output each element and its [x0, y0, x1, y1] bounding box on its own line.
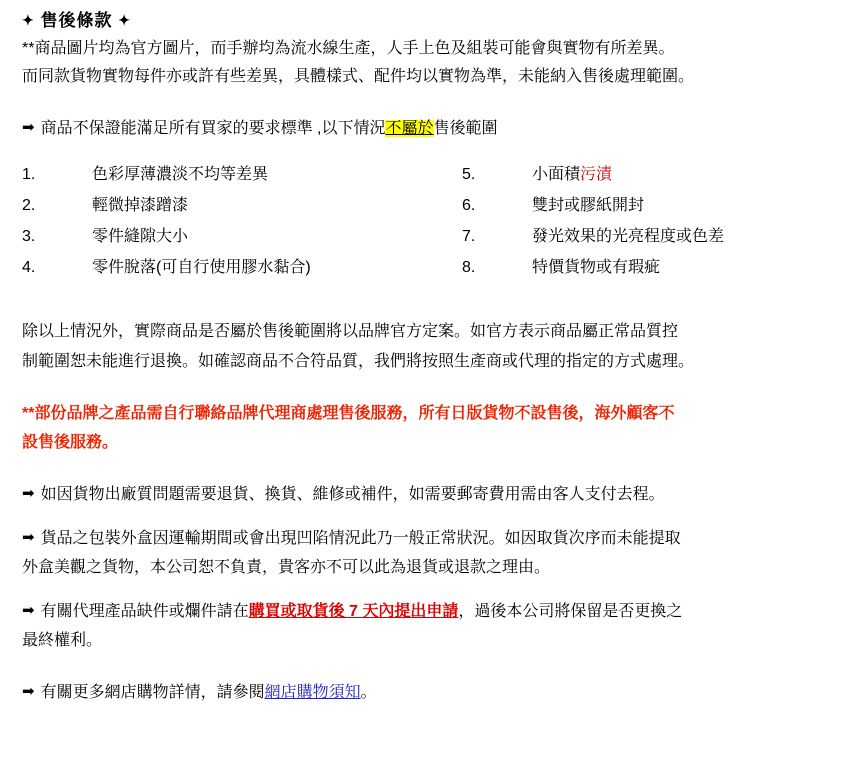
list-item-number: 7.: [462, 228, 476, 245]
diamond-icon-left: ✦: [22, 12, 35, 28]
bullet-shipping-fee-text: 如因貨物出廠質問題需要退貨、換貨、維修或補件，如需要郵寄費用需由客人支付去程。: [40, 486, 665, 503]
list-item: [462, 252, 842, 283]
intro-line-2: 而同款貨物實物每件亦或許有些差異，具體樣式、配件均以實物為準，未能納入售後處理範圍。: [22, 68, 695, 85]
list-item-number: 2.: [22, 197, 36, 214]
list-item: [22, 159, 462, 190]
arrow-icon: ➡: [22, 602, 35, 619]
bullet-shipping-fee: [22, 479, 846, 509]
list-item-label: 發光效果的光亮程度或色差: [532, 228, 725, 245]
page-title-text: 售後條款: [40, 11, 113, 30]
document-page: [0, 6, 864, 779]
spacer: [0, 509, 864, 523]
bullet-packaging-line-1: 貨品之包裝外盒因運輸期間或會出現凹陷情況此乃一般正常狀況。如因取貨次序而未能提取: [40, 530, 681, 547]
diamond-icon-right: ✦: [118, 12, 131, 28]
exclusion-lists: [22, 159, 864, 283]
intro-line-1: **商品圖片均為官方圖片，而手辦均為流水線生產，人手上色及組裝可能會與實物有所差異。: [22, 40, 675, 57]
page-title: [22, 6, 864, 31]
agency-claim-pre: 有關代理產品缺件或爛件請在: [40, 603, 249, 620]
statement-line-1: 除以上情況外，實際商品是否屬於售後範圍將以品牌官方定案。如官方表示商品屬正常品質控: [22, 323, 679, 340]
red-notice-line-1: **部份品牌之產品需自行聯絡品牌代理商處理售後服務，所有日版貨物不設售後，海外顧客不: [22, 405, 675, 422]
spacer: [0, 283, 864, 317]
exclusion-list-left: [22, 159, 462, 283]
agency-claim-line-2: 最終權利。: [22, 632, 103, 649]
bullet-packaging: [22, 523, 846, 582]
list-item-label: 零件脫落(可自行使用膠水黏合): [92, 259, 311, 276]
scope-notice: [22, 113, 846, 143]
spacer: [0, 377, 864, 399]
list-item-label: 色彩厚薄濃淡不均等差異: [92, 166, 269, 183]
scope-notice-after: 售後範圍: [433, 120, 498, 137]
list-item-label: [532, 159, 612, 190]
arrow-icon: ➡: [22, 529, 35, 546]
spacer: [0, 582, 864, 596]
list-item-number: 5.: [462, 166, 476, 183]
scope-notice-highlight: 不屬於: [385, 120, 434, 137]
more-info-pre: 有關更多網店購物詳情，請參閱: [40, 684, 265, 701]
spacer: [0, 457, 864, 479]
bullet-agency-claim: [22, 596, 846, 655]
list-item-label-red: 污漬: [580, 166, 613, 183]
spacer: [0, 91, 864, 113]
list-item-number: 8.: [462, 259, 476, 276]
list-item: [22, 190, 462, 221]
agency-claim-post: ，過後本公司將保留是否更換之: [458, 603, 683, 620]
shopping-guide-link[interactable]: 網店購物須知: [264, 684, 361, 701]
arrow-icon: ➡: [22, 683, 35, 700]
list-item: [22, 252, 462, 283]
statement-paragraph: [22, 317, 842, 377]
list-item-label: 雙封或膠紙開封: [532, 197, 645, 214]
list-item-number: 3.: [22, 228, 36, 245]
list-item: [462, 190, 842, 221]
list-item-label-pre: 小面積: [532, 166, 581, 183]
exclusion-list-right: [462, 159, 842, 283]
agency-claim-emphasis: 購買或取貨後 7 天內提出申請: [248, 603, 459, 620]
arrow-icon: ➡: [22, 485, 35, 502]
statement-line-2: 制範圍恕未能進行退換。如確認商品不合符品質，我們將按照生產商或代理的指定的方式處理。: [22, 353, 695, 370]
list-item-label: 輕微掉漆蹭漆: [92, 197, 189, 214]
red-notice-line-2: 設售後服務。: [22, 434, 119, 451]
list-item: [462, 159, 842, 190]
list-item: [22, 221, 462, 252]
list-item-number: 6.: [462, 197, 476, 214]
spacer: [0, 655, 864, 677]
more-info-post: 。: [360, 684, 377, 701]
arrow-icon: ➡: [22, 119, 35, 136]
list-item-label: 零件縫隙大小: [92, 228, 189, 245]
bullet-more-info: [22, 677, 846, 707]
list-item-number: 4.: [22, 259, 36, 276]
list-item-number: 1.: [22, 166, 36, 183]
red-notice: [22, 399, 846, 457]
bullet-packaging-line-2: 外盒美觀之貨物，本公司恕不負責，貴客亦不可以此為退貨或退款之理由。: [22, 559, 551, 576]
scope-notice-before: 商品不保證能滿足所有買家的要求標準 ,以下情況: [40, 120, 386, 137]
list-item-label: 特價貨物或有瑕疵: [532, 259, 661, 276]
list-item: [462, 221, 842, 252]
